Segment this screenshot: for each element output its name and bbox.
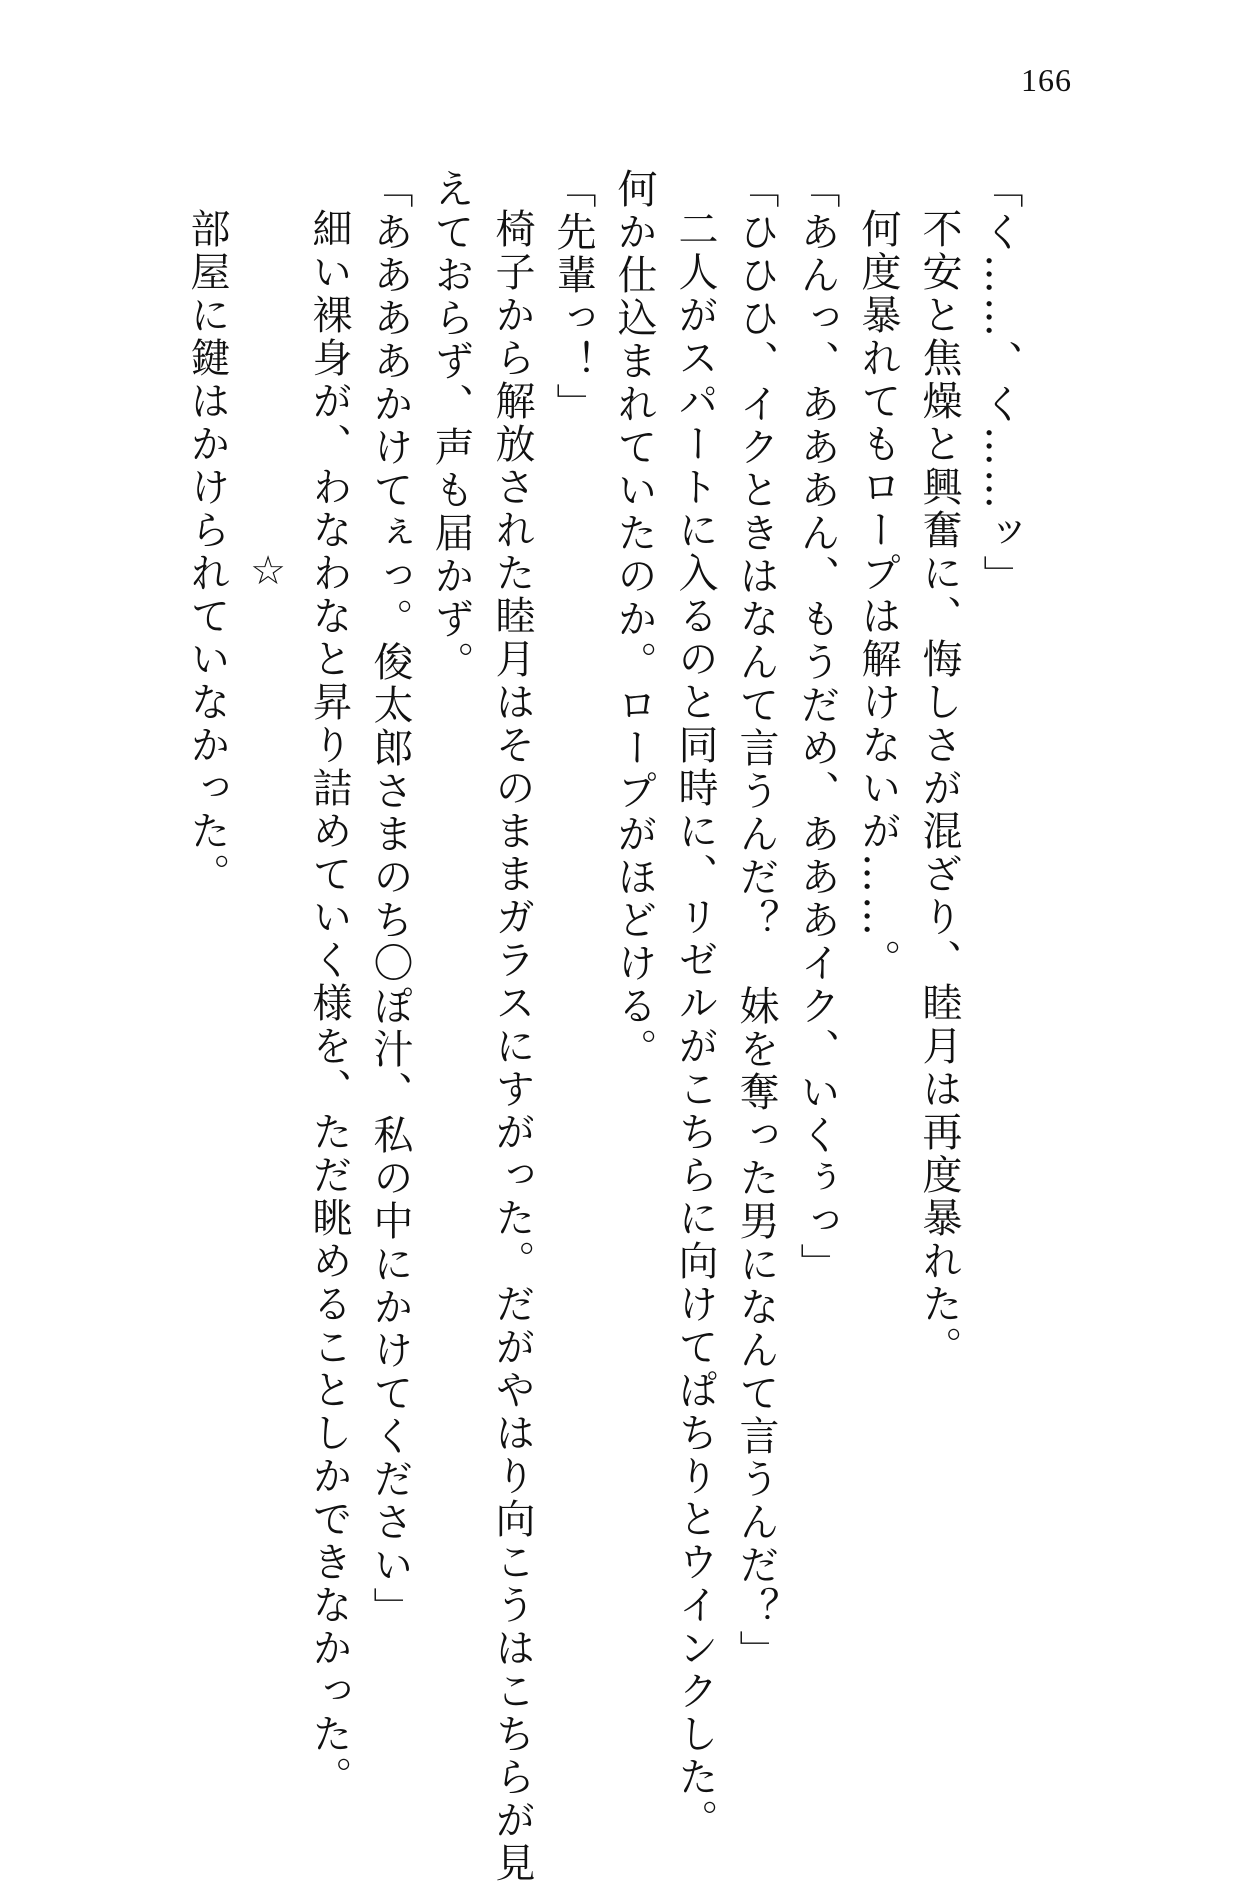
text-line: 二人がスパートに入るのと同時に、リゼルがこちらに向けてぱちりとウインクした。	[672, 208, 718, 1842]
text-line: 何か仕込まれていたのか。ロープがほどける。	[611, 168, 657, 1071]
text-line: 何度暴れてもロープは解けないが……。	[855, 208, 901, 982]
text-line: 「あんっ、あああん、もうだめ、あああイク、いくぅっ」	[794, 168, 840, 1286]
text-line: えておらず、声も届かず。	[428, 168, 474, 684]
vertical-text-body	[176, 168, 1030, 1885]
text-line: 「く……、く……ッ」	[977, 168, 1023, 598]
text-line: 「先輩っ！」	[550, 168, 596, 426]
text-line: 不安と焦燥と興奮に、悔しさが混ざり、睦月は再度暴れた。	[916, 208, 962, 1369]
text-line: 椅子から解放された睦月はそのままガラスにすがった。だがやはり向こうはこちらが見	[489, 208, 535, 1885]
text-line: 「ああああかけてぇっ。俊太郎さまのち〇ぽ汁、私の中にかけてください」	[367, 168, 413, 1630]
page-number: 166	[1021, 62, 1072, 98]
text-line: 部屋に鍵はかけられていなかった。	[184, 208, 230, 896]
text-line: 「ひひひ、イクときはなんて言うんだ？ 妹を奪った男になんて言うんだ？」	[733, 168, 779, 1673]
text-line: 細い裸身が、わなわなと昇り詰めていく様を、ただ眺めることしかできなかった。	[306, 208, 352, 1799]
star-separator: ☆	[245, 548, 291, 597]
